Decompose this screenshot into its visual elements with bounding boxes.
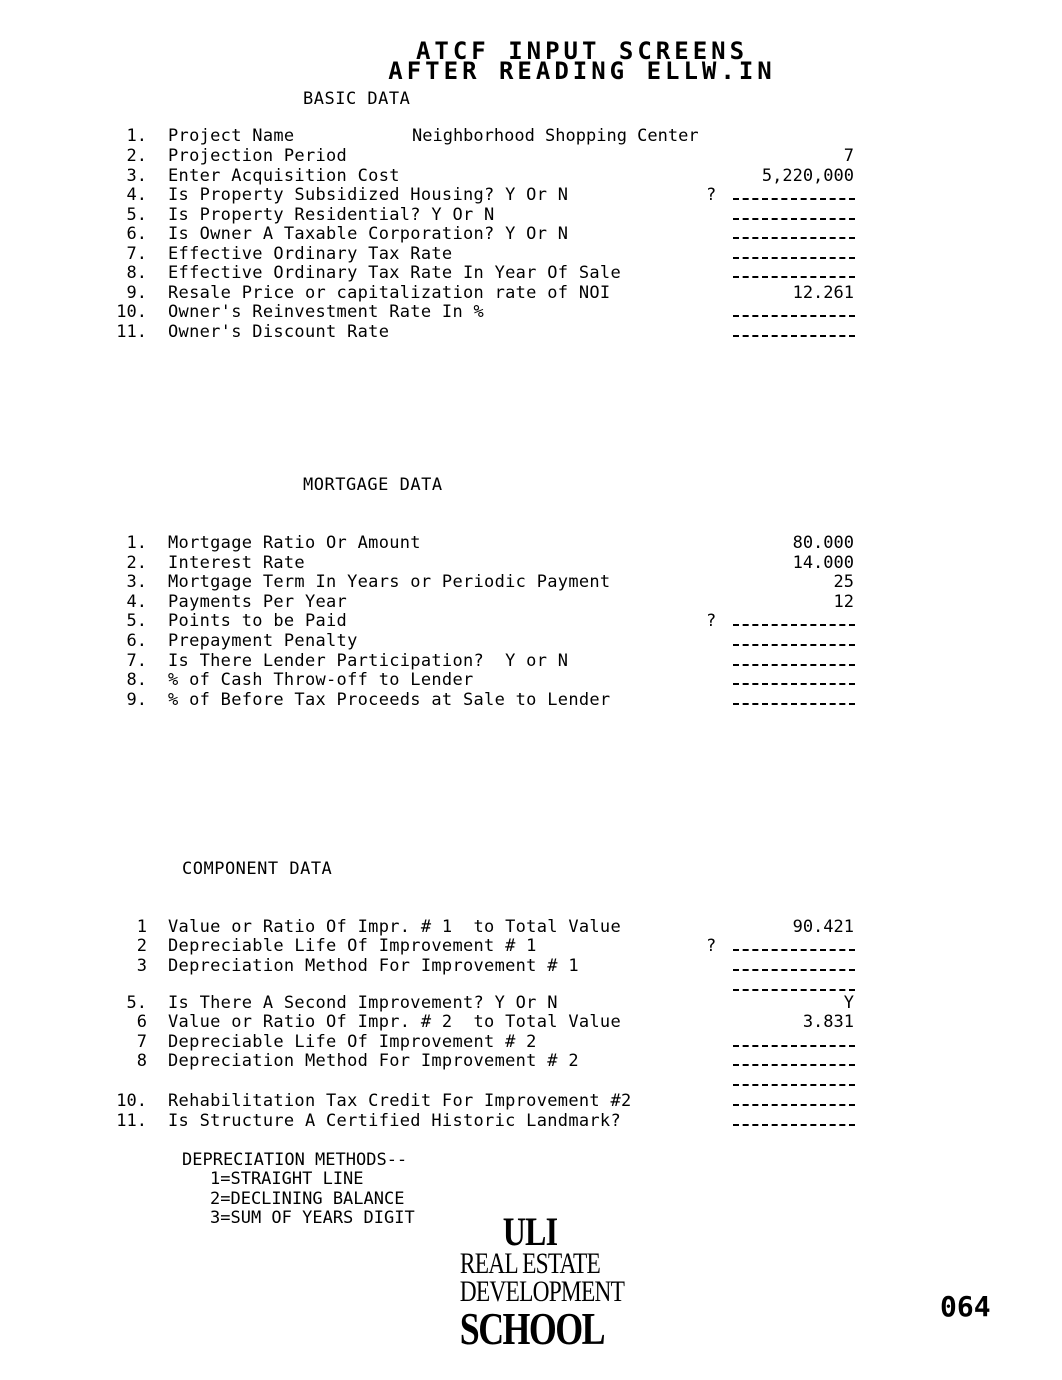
form-row — [0, 1091, 1062, 1111]
form-row — [0, 244, 1062, 264]
depreciation-methods-title: DEPRECIATION METHODS-- — [182, 1150, 408, 1170]
empty-input-field[interactable] — [733, 644, 855, 646]
row-label: Effective Ordinary Tax Rate — [168, 244, 453, 264]
empty-input-field[interactable] — [733, 257, 855, 259]
row-label: Value or Ratio Of Impr. # 2 to Total Value — [168, 1012, 621, 1032]
form-row — [0, 917, 1062, 937]
empty-input-field[interactable] — [733, 1084, 855, 1086]
form-row — [0, 263, 1062, 283]
row-label: Mortgage Term In Years or Periodic Payment — [168, 572, 611, 592]
form-row — [0, 1012, 1062, 1032]
row-number: 6 — [136, 1012, 147, 1032]
form-row — [0, 956, 1062, 976]
form-row — [0, 690, 1062, 710]
cursor-prompt: ? — [706, 185, 717, 205]
basic-data-heading: BASIC DATA — [303, 89, 411, 109]
row-number: 4. — [126, 185, 147, 205]
form-row — [0, 185, 1062, 205]
row-number: 3. — [126, 572, 147, 592]
row-label: Rehabilitation Tax Credit For Improvement #2 — [168, 1091, 632, 1111]
form-row — [0, 670, 1062, 690]
row-label: Depreciable Life Of Improvement # 2 — [168, 1032, 537, 1052]
row-value[interactable]: 25 — [833, 572, 854, 592]
row-number: 11. — [116, 1111, 147, 1131]
method-item: 1=STRAIGHT LINE — [210, 1169, 364, 1189]
uli-logo — [440, 1209, 625, 1354]
row-label: Enter Acquisition Cost — [168, 166, 400, 186]
row-value[interactable]: 3.831 — [802, 1012, 854, 1032]
form-row — [0, 166, 1062, 186]
form-row — [0, 302, 1062, 322]
form-row — [0, 533, 1062, 553]
logo-uli: ULI — [502, 1209, 558, 1254]
row-value[interactable]: 5,220,000 — [761, 166, 854, 186]
form-row — [0, 1032, 1062, 1052]
row-value[interactable]: 14.000 — [792, 553, 854, 573]
form-row — [0, 631, 1062, 651]
row-label: Projection Period — [168, 146, 348, 166]
row-label: Is There Lender Participation? Y or N — [168, 651, 569, 671]
row-label: Is There A Second Improvement? Y Or N — [168, 993, 558, 1013]
row-label: Depreciable Life Of Improvement # 1 — [168, 936, 537, 956]
row-number: 1 — [136, 917, 147, 937]
row-label: Is Property Residential? Y Or N — [168, 205, 495, 225]
row-label: Depreciation Method For Improvement # 1 — [168, 956, 579, 976]
logo-line-1: REAL ESTATE — [459, 1247, 601, 1280]
row-label: Points to be Paid — [168, 611, 348, 631]
row-label: Depreciation Method For Improvement # 2 — [168, 1051, 579, 1071]
row-number: 2 — [136, 936, 147, 956]
empty-input-field[interactable] — [733, 949, 855, 951]
empty-input-field[interactable] — [733, 315, 855, 317]
form-row — [0, 993, 1062, 1013]
form-row — [0, 1111, 1062, 1131]
form-row — [0, 322, 1062, 342]
empty-input-field[interactable] — [733, 969, 855, 971]
form-row — [0, 1071, 1062, 1091]
empty-input-field[interactable] — [733, 1124, 855, 1126]
form-row — [0, 936, 1062, 956]
empty-input-field[interactable] — [733, 1064, 855, 1066]
row-label: Is Owner A Taxable Corporation? Y Or N — [168, 224, 569, 244]
row-value[interactable]: 7 — [843, 146, 854, 166]
logo-line-3: SCHOOL — [459, 1303, 604, 1354]
row-number: 7. — [126, 244, 147, 264]
empty-input-field[interactable] — [733, 276, 855, 278]
row-number: 10. — [116, 1091, 147, 1111]
row-label: % of Before Tax Proceeds at Sale to Lender — [168, 690, 611, 710]
empty-input-field[interactable] — [733, 664, 855, 666]
empty-input-field[interactable] — [733, 218, 855, 220]
row-number: 1. — [126, 533, 147, 553]
row-label: Payments Per Year — [168, 592, 348, 612]
form-row — [0, 224, 1062, 244]
empty-input-field[interactable] — [733, 1045, 855, 1047]
form-row — [0, 205, 1062, 225]
empty-input-field[interactable] — [733, 1104, 855, 1106]
row-label: Prepayment Penalty — [168, 631, 358, 651]
row-label: Owner's Reinvestment Rate In % — [168, 302, 485, 322]
logo-line-2: DEVELOPMENT — [459, 1275, 625, 1308]
row-label: Resale Price or capitalization rate of NOI — [168, 283, 611, 303]
row-value[interactable]: 12 — [833, 592, 854, 612]
header-line-1: ATCF INPUT SCREENS — [415, 37, 749, 65]
row-number: 7 — [136, 1032, 147, 1052]
empty-input-field[interactable] — [733, 683, 855, 685]
row-number: 1. — [126, 126, 147, 146]
row-number: 2. — [126, 146, 147, 166]
row-number: 8. — [126, 670, 147, 690]
empty-input-field[interactable] — [733, 335, 855, 337]
cursor-prompt: ? — [706, 936, 717, 956]
row-number: 9. — [126, 690, 147, 710]
row-number: 8. — [126, 263, 147, 283]
header-line-2: AFTER READING ELLW.IN — [388, 57, 776, 85]
row-label: % of Cash Throw-off to Lender — [168, 670, 474, 690]
row-label: Interest Rate — [168, 553, 305, 573]
page-number: 064 — [940, 1290, 991, 1323]
row-label: Effective Ordinary Tax Rate In Year Of Sale — [168, 263, 621, 283]
row-label: Value or Ratio Of Impr. # 1 to Total Value — [168, 917, 621, 937]
component-data-heading: COMPONENT DATA — [182, 859, 333, 879]
row-label: Is Structure A Certified Historic Landmark? — [168, 1111, 621, 1131]
empty-input-field[interactable] — [733, 198, 855, 200]
row-number: 8 — [136, 1051, 147, 1071]
form-row — [0, 651, 1062, 671]
row-number: 5. — [126, 993, 147, 1013]
row-number: 2. — [126, 553, 147, 573]
empty-input-field[interactable] — [733, 989, 855, 991]
row-number: 6. — [126, 224, 147, 244]
row-label: Owner's Discount Rate — [168, 322, 390, 342]
form-row — [0, 611, 1062, 631]
row-value[interactable]: Y — [843, 993, 854, 1013]
row-number: 4. — [126, 592, 147, 612]
row-number: 7. — [126, 651, 147, 671]
empty-input-field[interactable] — [733, 703, 855, 705]
row-number: 9. — [126, 283, 147, 303]
form-row — [0, 146, 1062, 166]
row-number: 10. — [116, 302, 147, 322]
form-row — [0, 283, 1062, 303]
mortgage-data-heading: MORTGAGE DATA — [303, 475, 443, 495]
method-item: 2=DECLINING BALANCE — [210, 1189, 405, 1209]
row-value[interactable]: 80.000 — [792, 533, 854, 553]
form-row — [0, 126, 1062, 146]
form-row — [0, 1051, 1062, 1071]
method-item: 3=SUM OF YEARS DIGIT — [210, 1208, 415, 1228]
row-value[interactable]: 90.421 — [792, 917, 854, 937]
empty-input-field[interactable] — [733, 237, 855, 239]
form-row — [0, 572, 1062, 592]
empty-input-field[interactable] — [733, 624, 855, 626]
row-number: 3. — [126, 166, 147, 186]
row-number: 5. — [126, 611, 147, 631]
row-value[interactable]: 12.261 — [792, 283, 854, 303]
row-label: Mortgage Ratio Or Amount — [168, 533, 421, 553]
project-name-value[interactable]: Neighborhood Shopping Center — [412, 126, 699, 146]
row-number: 11. — [116, 322, 147, 342]
row-number: 6. — [126, 631, 147, 651]
row-number: 3 — [136, 956, 147, 976]
row-label: Is Property Subsidized Housing? Y Or N — [168, 185, 569, 205]
row-number: 5. — [126, 205, 147, 225]
cursor-prompt: ? — [706, 611, 717, 631]
row-label: Project Name — [168, 126, 295, 146]
form-row — [0, 553, 1062, 573]
form-row — [0, 592, 1062, 612]
